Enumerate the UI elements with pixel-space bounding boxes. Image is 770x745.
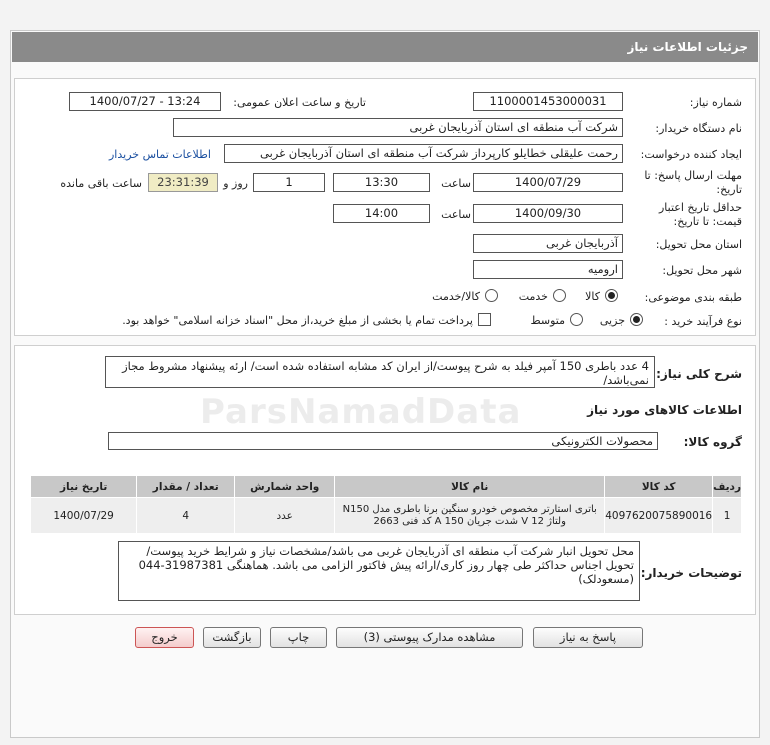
city-field[interactable]: ارومیه <box>473 260 623 279</box>
goods-group-label: گروه کالا: <box>683 435 742 449</box>
cell-code: 4097620075890016 <box>605 498 713 534</box>
header-qty: تعداد / مقدار <box>137 476 235 498</box>
buyer-org-field[interactable]: شرکت آب منطقه ای استان آذربایجان غربی <box>173 118 623 137</box>
header-name: نام کالا <box>335 476 605 498</box>
goods-section-title: اطلاعات کالاهای مورد نیاز <box>587 403 742 417</box>
header-code: کد کالا <box>605 476 713 498</box>
reply-deadline-label-2: تاریخ: <box>716 183 742 196</box>
buyer-org-label: نام دستگاه خریدار: <box>655 122 742 135</box>
category-option-service: خدمت <box>518 290 548 303</box>
attachments-button[interactable]: مشاهده مدارک پیوستی (3) <box>336 627 523 648</box>
buyer-notes-field[interactable]: محل تحویل انبار شرکت آب منطقه ای آذربایجان غربی می باشد/مشخصات نیاز و شرایط خرید پیوست/تحویل اجناس حداکثر طی چهار روز کاری/ارائه پیش فاکتور الزامی می باشد. هماهنگی 31987381-044 (مسعودلک) <box>118 541 640 601</box>
province-label: استان محل تحویل: <box>655 238 742 251</box>
cell-date: 1400/07/29 <box>31 498 137 534</box>
days-label: روز و <box>223 177 248 190</box>
treasury-note: پرداخت تمام یا بخشی از مبلغ خرید،از محل "اسناد خزانه اسلامی" خواهد بود. <box>122 314 473 327</box>
exit-button[interactable]: خروج <box>135 627 194 648</box>
reply-deadline-label: مهلت ارسال پاسخ: تا <box>644 169 742 182</box>
category-radio-service[interactable] <box>553 289 566 302</box>
province-field[interactable]: آذربایجان غربی <box>473 234 623 253</box>
table-row[interactable] <box>31 498 742 534</box>
table-header-row <box>31 476 742 498</box>
header-date: تاریخ نیاز <box>31 476 137 498</box>
creator-field[interactable]: رحمت علیقلی خطایلو کارپرداز شرکت آب منطقه ای استان آذربایجان غربی <box>224 144 623 163</box>
category-option-goods: کالا <box>585 290 600 303</box>
buyer-contact-link[interactable]: اطلاعات تماس خریدار <box>109 148 211 161</box>
validity-label: حداقل تاریخ اعتبار <box>658 201 742 214</box>
validity-time-field[interactable]: 14:00 <box>333 204 430 223</box>
cell-name: باتری استارتر مخصوص خودرو سنگین برنا باطری مدل N150 ولتاژ 12 V شدت جریان 150 A کد فنی 2663 <box>335 498 605 534</box>
need-number-label: شماره نیاز: <box>689 96 742 109</box>
process-option-minor: جزیی <box>599 314 625 327</box>
header-index: ردیف <box>713 476 742 498</box>
category-radio-goods-service[interactable] <box>485 289 498 302</box>
validity-label-2: قیمت: تا تاریخ: <box>673 215 742 228</box>
need-number-field[interactable]: 1100001453000031 <box>473 92 623 111</box>
summary-label: شرح کلی نیاز: <box>656 367 742 381</box>
cell-index: 1 <box>713 498 742 534</box>
watermark: ParsNamadData <box>200 392 522 432</box>
validity-time-label: ساعت <box>441 208 471 221</box>
window-title-bar <box>12 32 758 62</box>
city-label: شهر محل تحویل: <box>662 264 742 277</box>
process-radio-minor[interactable] <box>630 313 643 326</box>
reply-time-label: ساعت <box>441 177 471 190</box>
print-button[interactable]: چاپ <box>270 627 327 648</box>
days-field[interactable]: 1 <box>253 173 325 192</box>
treasury-checkbox[interactable] <box>478 313 491 326</box>
buyer-notes-label: توضیحات خریدار: <box>640 566 742 580</box>
category-option-goods-service: کالا/خدمت <box>432 290 480 303</box>
creator-label: ایجاد کننده درخواست: <box>640 148 742 161</box>
goods-table <box>30 475 742 534</box>
category-label: طبقه بندی موضوعی: <box>644 291 742 304</box>
announce-date-label: تاریخ و ساعت اعلان عمومی: <box>233 96 366 109</box>
announce-date-field[interactable]: 1400/07/27 - 13:24 <box>69 92 221 111</box>
goods-group-field[interactable]: محصولات الکترونیکی <box>108 432 658 450</box>
validity-date-field[interactable]: 1400/09/30 <box>473 204 623 223</box>
back-button[interactable]: بازگشت <box>203 627 261 648</box>
cell-unit: عدد <box>235 498 335 534</box>
summary-field[interactable]: 4 عدد باطری 150 آمپر فیلد به شرح پیوست/از ایران کد مشابه استفاده شده است/ ارئه پیشنهاد مشروط مجاز نمی‌باشد/ <box>105 356 655 388</box>
process-option-medium: متوسط <box>530 314 565 327</box>
window-title: جزئیات اطلاعات نیاز <box>627 40 748 54</box>
cell-qty: 4 <box>137 498 235 534</box>
category-radio-goods[interactable] <box>605 289 618 302</box>
header-unit: واحد شمارش <box>235 476 335 498</box>
remaining-time-label: ساعت باقی مانده <box>60 177 142 190</box>
remaining-time-field: 23:31:39 <box>148 173 218 192</box>
reply-time-field[interactable]: 13:30 <box>333 173 430 192</box>
process-label: نوع فرآیند خرید : <box>664 315 742 328</box>
reply-date-field[interactable]: 1400/07/29 <box>473 173 623 192</box>
reply-button[interactable]: پاسخ به نیاز <box>533 627 643 648</box>
process-radio-medium[interactable] <box>570 313 583 326</box>
